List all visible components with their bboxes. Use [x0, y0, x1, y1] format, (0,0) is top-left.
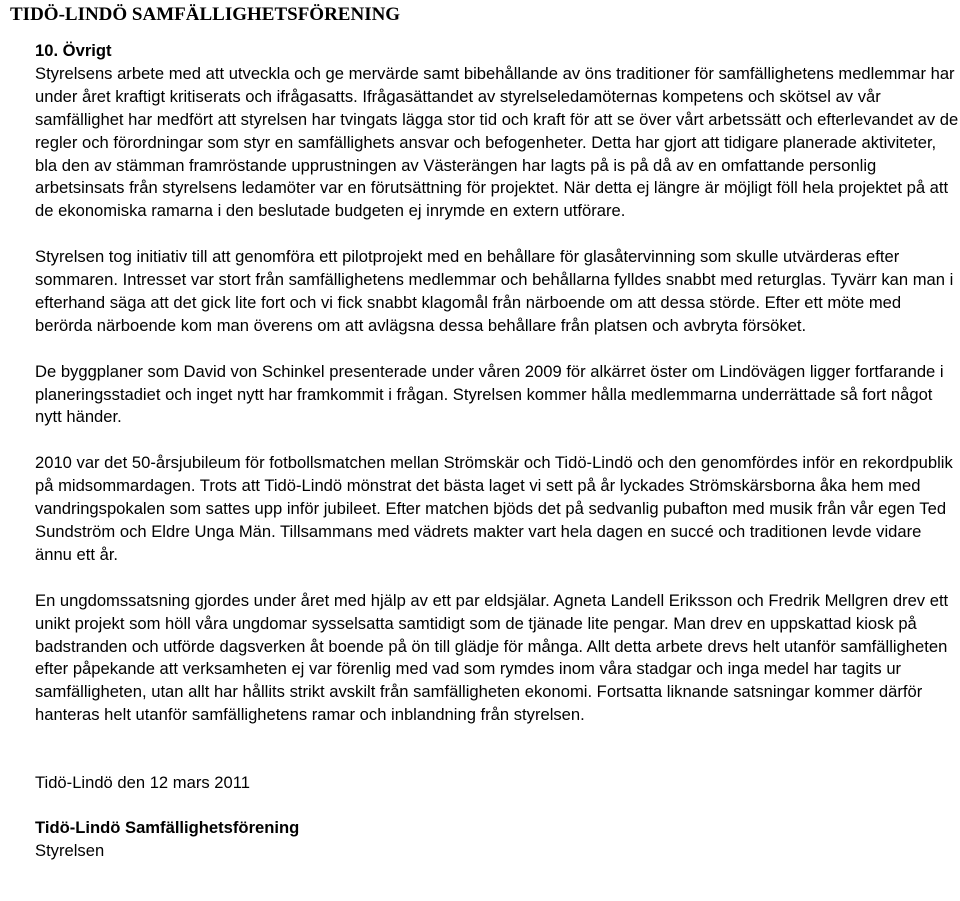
document-header: TIDÖ-LINDÖ SAMFÄLLIGHETSFÖRENING	[10, 4, 401, 25]
paragraph-youth-initiative: En ungdomssatsning gjordes under året med hjälp av ett par eldsjälar. Agneta Landell Eriksson och Fredrik Mellgren drev ett unikt projekt som höll våra ungdomar sysselsatta samtidigt som de tjänade lite pengar. Man drev en uppskattad kiosk på badstranden och utförde dagsverken åt boende på ön till glädje för många. Allt detta arbete drevs helt utanför samfälligheten efter påpekande att verksamheten ej var förenlig med vad som rymdes inom våra stadgar och inga medel har tagits ur samfälligheten, utan allt har hållits strikt avskilt från samfälligheten ekonomi. Fortsatta liknande satsningar kommer därför hanteras helt utanför samfällighetens ramar och inblandning från styrelsen.	[35, 590, 949, 725]
paragraph-board-criticism: Styrelsens arbete med att utveckla och ge mervärde samt bibehållande av öns traditioner för samfällighetens medlemmar har under året kraftigt kritiserats och ifrågasatts. Ifrågasättandet av styrelseledamöternas kompetens och skötsel av vår samfällighet har medfört att styrelsen har tvingats lägga stor tid och kraft för att se över vårt arbetssätt och efterlevandet av de regler och förordningar som styr en samfällighets ansvar och befogenheter. Detta har gjort att tidigare planerade aktiviteter, bla den av stämman framröstande upprustningen av Västerängen har lagts på is på då av en omfattande personlig arbetsinsats från styrelsens ledamöter var en förutsättning för projektet. När detta ej längre är möjligt föll hela projektet på att de ekonomiska ramarna i den beslutade budgeten ej inrymde en extern utförare.	[35, 63, 959, 221]
section-heading: 10. Övrigt	[35, 41, 112, 60]
signature-board: Styrelsen	[35, 840, 105, 860]
closing-block	[35, 772, 960, 863]
paragraph-building-plans: De byggplaner som David von Schinkel presenterade under våren 2009 för alkärret öster om Lindövägen ligger fortfarande i planeringsstadiet och inget nytt har framkommit i frågan. Styrelsen kommer hålla medlemmarna underrättade så fort något nytt händer.	[35, 361, 944, 427]
paragraph-football-jubilee: 2010 var det 50-årsjubileum för fotbollsmatchen mellan Strömskär och Tidö-Lindö och den genomfördes inför en rekordpublik på midsommardagen. Trots att Tidö-Lindö mönstrat det bästa laget vi sett på år lyckades Strömskärsborna åka hem med vandringspokalen som sattes upp inför jubileet. Efter matchen bjöds det på sedvanlig pubafton med musik från vår egen Ted Sundström och Eldre Unga Män. Tillsammans med vädrets makter vart hela dagen en succé och traditionen levde vidare ännu ett år.	[35, 453, 953, 564]
closing-date-line: Tidö-Lindö den 12 mars 2011	[35, 773, 250, 793]
document-body	[35, 40, 960, 863]
paragraph-glass-recycling: Styrelsen tog initiativ till att genomföra ett pilotprojekt med en behållare för glasåtervinning som skulle utvärderas efter sommaren. Intresset var stort från samfällighetens medlemmar och behållarna fylldes snabbt med returglas. Tyvärr kan man i efterhand säga att det gick lite fort och vi fick snabbt klagomål från närboende om att dessa störde. Efter ett möte med berörda närboende kom man överens om att avlägsna dessa behållare från platsen och avbryta försöket.	[35, 247, 954, 335]
signature-org-name: Tidö-Lindö Samfällighetsförening	[35, 818, 300, 838]
